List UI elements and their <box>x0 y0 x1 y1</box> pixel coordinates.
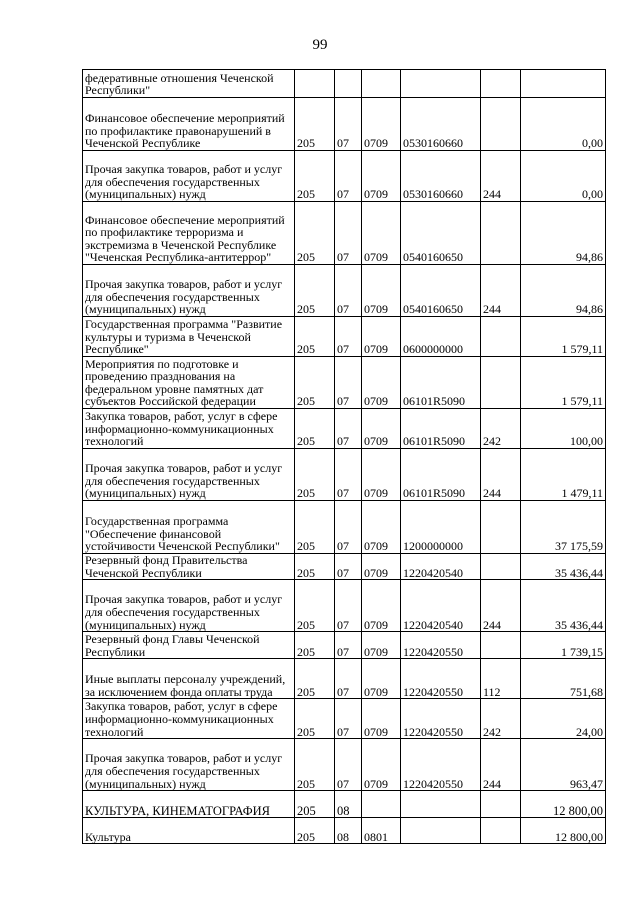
expense-type-cell <box>481 791 521 818</box>
target-article-cell <box>401 818 481 844</box>
section-code-cell: 07 <box>335 739 362 791</box>
section-code-cell: 07 <box>335 151 362 202</box>
target-article-cell: 0530160660 <box>401 98 481 151</box>
subsection-code-cell: 0709 <box>362 265 401 317</box>
ved-code-cell: 205 <box>295 202 335 265</box>
ved-code-cell: 205 <box>295 818 335 844</box>
row-name-cell: Резервный фонд Правительства Чеченской Республики <box>83 554 295 580</box>
subsection-code-cell: 0709 <box>362 501 401 554</box>
ved-code-cell <box>295 70 335 98</box>
amount-cell: 963,47 <box>521 739 606 791</box>
expense-type-cell: 112 <box>481 659 521 699</box>
section-code-cell: 07 <box>335 632 362 659</box>
ved-code-cell: 205 <box>295 554 335 580</box>
table-row <box>83 265 606 317</box>
expense-type-cell: 244 <box>481 265 521 317</box>
ved-code-cell: 205 <box>295 151 335 202</box>
table-row <box>83 449 606 501</box>
target-article-cell: 1220420550 <box>401 632 481 659</box>
subsection-code-cell: 0709 <box>362 580 401 632</box>
row-name-cell: Финансовое обеспечение мероприятий по профилактике терроризма и экстремизма в Чеченской Республике "Чеченская Республика-антитеррор" <box>83 202 295 265</box>
row-name-cell: федеративные отношения Чеченской Республики" <box>83 70 295 98</box>
table-row <box>83 317 606 357</box>
target-article-cell: 0540160650 <box>401 202 481 265</box>
ved-code-cell: 205 <box>295 632 335 659</box>
table-row <box>83 357 606 409</box>
expense-type-cell: 242 <box>481 699 521 739</box>
subsection-code-cell: 0709 <box>362 357 401 409</box>
row-name-cell: Культура <box>83 818 295 844</box>
row-name-cell: Иные выплаты персоналу учреждений, за исключением фонда оплаты труда <box>83 659 295 699</box>
section-code-cell <box>335 70 362 98</box>
table-body <box>83 70 606 844</box>
table-row <box>83 501 606 554</box>
row-name-cell: Резервный фонд Главы Чеченской Республики <box>83 632 295 659</box>
section-code-cell: 07 <box>335 449 362 501</box>
amount-cell: 35 436,44 <box>521 554 606 580</box>
table-row <box>83 699 606 739</box>
ved-code-cell: 205 <box>295 659 335 699</box>
ved-code-cell: 205 <box>295 449 335 501</box>
table-row <box>83 580 606 632</box>
target-article-cell: 06101R5090 <box>401 449 481 501</box>
row-name-cell: Прочая закупка товаров, работ и услуг для обеспечения государственных (муниципальных) нужд <box>83 151 295 202</box>
row-name-cell: Финансовое обеспечение мероприятий по профилактике правонарушений в Чеченской Республике <box>83 98 295 151</box>
subsection-code-cell <box>362 791 401 818</box>
section-code-cell: 08 <box>335 818 362 844</box>
row-name-cell: Прочая закупка товаров, работ и услуг для обеспечения государственных (муниципальных) нужд <box>83 449 295 501</box>
ved-code-cell: 205 <box>295 98 335 151</box>
table-row <box>83 151 606 202</box>
ved-code-cell: 205 <box>295 357 335 409</box>
section-code-cell: 07 <box>335 202 362 265</box>
subsection-code-cell <box>362 70 401 98</box>
amount-cell: 12 800,00 <box>521 818 606 844</box>
expense-type-cell <box>481 632 521 659</box>
subsection-code-cell: 0709 <box>362 98 401 151</box>
table-row <box>83 202 606 265</box>
table-row <box>83 659 606 699</box>
expense-type-cell: 242 <box>481 409 521 449</box>
target-article-cell: 0600000000 <box>401 317 481 357</box>
subsection-code-cell: 0709 <box>362 449 401 501</box>
table-row <box>83 818 606 844</box>
section-code-cell: 07 <box>335 659 362 699</box>
page-number: 99 <box>312 37 328 53</box>
ved-code-cell: 205 <box>295 739 335 791</box>
section-code-cell: 07 <box>335 98 362 151</box>
amount-cell: 1 479,11 <box>521 449 606 501</box>
ved-code-cell: 205 <box>295 409 335 449</box>
table-row <box>83 70 606 98</box>
budget-table <box>82 69 606 844</box>
amount-cell: 12 800,00 <box>521 791 606 818</box>
section-code-cell: 08 <box>335 791 362 818</box>
ved-code-cell: 205 <box>295 501 335 554</box>
expense-type-cell <box>481 501 521 554</box>
section-code-cell: 07 <box>335 409 362 449</box>
section-code-cell: 07 <box>335 357 362 409</box>
subsection-code-cell: 0709 <box>362 151 401 202</box>
target-article-cell: 1220420540 <box>401 554 481 580</box>
amount-cell: 37 175,59 <box>521 501 606 554</box>
table-row <box>83 739 606 791</box>
target-article-cell <box>401 70 481 98</box>
subsection-code-cell: 0709 <box>362 409 401 449</box>
ved-code-cell: 205 <box>295 580 335 632</box>
expense-type-cell: 244 <box>481 449 521 501</box>
amount-cell: 0,00 <box>521 151 606 202</box>
ved-code-cell: 205 <box>295 265 335 317</box>
section-code-cell: 07 <box>335 501 362 554</box>
subsection-code-cell: 0801 <box>362 818 401 844</box>
amount-cell: 100,00 <box>521 409 606 449</box>
table-row <box>83 409 606 449</box>
target-article-cell: 06101R5090 <box>401 357 481 409</box>
expense-type-cell <box>481 70 521 98</box>
expense-type-cell: 244 <box>481 151 521 202</box>
amount-cell <box>521 70 606 98</box>
row-name-cell: Прочая закупка товаров, работ и услуг для обеспечения государственных (муниципальных) нужд <box>83 580 295 632</box>
row-name-cell: Прочая закупка товаров, работ и услуг для обеспечения государственных (муниципальных) нужд <box>83 739 295 791</box>
subsection-code-cell: 0709 <box>362 632 401 659</box>
table-row <box>83 632 606 659</box>
amount-cell: 0,00 <box>521 98 606 151</box>
ved-code-cell: 205 <box>295 791 335 818</box>
row-name-cell: Закупка товаров, работ, услуг в сфере информационно-коммуникационных технологий <box>83 699 295 739</box>
section-code-cell: 07 <box>335 580 362 632</box>
amount-cell: 751,68 <box>521 659 606 699</box>
target-article-cell: 1220420550 <box>401 659 481 699</box>
section-code-cell: 07 <box>335 265 362 317</box>
amount-cell: 94,86 <box>521 202 606 265</box>
subsection-code-cell: 0709 <box>362 202 401 265</box>
row-name-cell: Прочая закупка товаров, работ и услуг для обеспечения государственных (муниципальных) нужд <box>83 265 295 317</box>
amount-cell: 1 739,15 <box>521 632 606 659</box>
target-article-cell <box>401 791 481 818</box>
amount-cell: 35 436,44 <box>521 580 606 632</box>
amount-cell: 24,00 <box>521 699 606 739</box>
row-name-cell: Мероприятия по подготовке и проведению празднования на федеральном уровне памятных дат субъектов Российской федерации <box>83 357 295 409</box>
section-code-cell: 07 <box>335 554 362 580</box>
target-article-cell: 0530160660 <box>401 151 481 202</box>
expense-type-cell <box>481 818 521 844</box>
row-name-cell: Государственная программа "Развитие культуры и туризма в Чеченской Республике" <box>83 317 295 357</box>
target-article-cell: 1220420540 <box>401 580 481 632</box>
amount-cell: 1 579,11 <box>521 357 606 409</box>
subsection-code-cell: 0709 <box>362 699 401 739</box>
section-code-cell: 07 <box>335 699 362 739</box>
expense-type-cell <box>481 98 521 151</box>
subsection-code-cell: 0709 <box>362 739 401 791</box>
row-name-cell: Государственная программа "Обеспечение финансовой устойчивости Чеченской Республики" <box>83 501 295 554</box>
expense-type-cell <box>481 202 521 265</box>
expense-type-cell <box>481 554 521 580</box>
subsection-code-cell: 0709 <box>362 659 401 699</box>
target-article-cell: 1220420550 <box>401 699 481 739</box>
amount-cell: 1 579,11 <box>521 317 606 357</box>
section-code-cell: 07 <box>335 317 362 357</box>
subsection-code-cell: 0709 <box>362 317 401 357</box>
expense-type-cell <box>481 317 521 357</box>
row-name-cell: Закупка товаров, работ, услуг в сфере информационно-коммуникационных технологий <box>83 409 295 449</box>
row-name-cell: КУЛЬТУРА, КИНЕМАТОГРАФИЯ <box>83 791 295 818</box>
table-row <box>83 98 606 151</box>
target-article-cell: 1220420550 <box>401 739 481 791</box>
subsection-code-cell: 0709 <box>362 554 401 580</box>
target-article-cell: 1200000000 <box>401 501 481 554</box>
expense-type-cell <box>481 357 521 409</box>
table-row <box>83 554 606 580</box>
amount-cell: 94,86 <box>521 265 606 317</box>
expense-type-cell: 244 <box>481 580 521 632</box>
target-article-cell: 06101R5090 <box>401 409 481 449</box>
target-article-cell: 0540160650 <box>401 265 481 317</box>
expense-type-cell: 244 <box>481 739 521 791</box>
ved-code-cell: 205 <box>295 317 335 357</box>
table-row <box>83 791 606 818</box>
ved-code-cell: 205 <box>295 699 335 739</box>
